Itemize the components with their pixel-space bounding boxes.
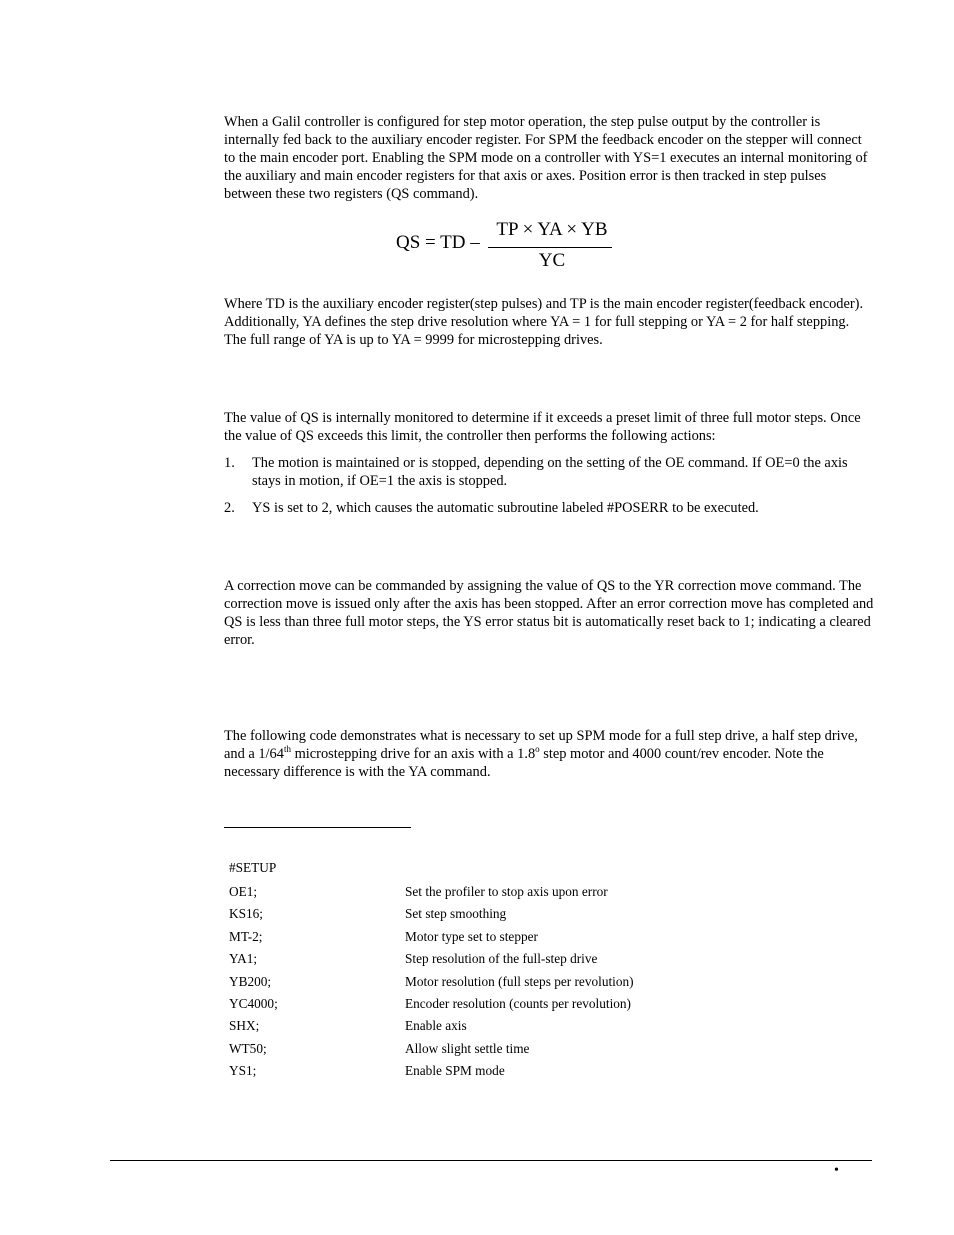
list-item-number: 1. [224,455,235,471]
footer-bullet: • [834,1163,839,1178]
footnote-rule [224,827,411,828]
ordinal-superscript: th [283,744,291,755]
list-item-text: The motion is maintained or is stopped, depending on the setting of the OE command. If OE=0 the axis stays in motion, if OE=1 the axis is stopped. [252,455,848,489]
formula-denominator: YC [538,250,566,271]
formula-lhs: QS = TD – [396,232,480,253]
code-comment: Set the profiler to stop axis upon error [405,884,608,899]
code-comment: Motor resolution (full steps per revolution) [405,974,634,989]
formula-numerator: TP × YA × YB [496,219,608,240]
intro-paragraph: When a Galil controller is configured for step motor operation, the step pulse output by the controller is internally fed back to the auxiliary encoder register. For SPM the feedback encoder on the stepper will connect to the main encoder port. Enabling the SPM mode on a controller with YS=1 executes an internal monitoring of the auxiliary and main encoder registers for that axis or axes. Position error is then tracked in step pulses between these two registers (QS command). [224,114,868,202]
code-command: YA1; [229,951,258,966]
code-comment: Step resolution of the full-step drive [405,951,598,966]
code-comment: Encoder resolution (counts per revolution) [405,996,631,1011]
code-command: KS16; [229,906,263,921]
list-item-text: YS is set to 2, which causes the automatic subroutine labeled #POSERR to be executed. [252,500,759,516]
where-paragraph: Where TD is the auxiliary encoder register(step pulses) and TP is the main encoder register(feedback encoder). Additionally, YA defines the step drive resolution where YA = 1 for full stepping or YA = 2 for half stepping. The full range of YA is up to YA = 9999 for microstepping drives. [224,296,864,348]
list-item-number: 2. [224,500,235,516]
example-text-a: The following code demonstrates what is necessary to set up SPM mode for a full step drive, a half step drive, and a 1/64 [224,728,858,762]
code-comment: Enable axis [405,1018,467,1033]
code-comment: Set step smoothing [405,906,507,921]
example-text-c: step motor and 4000 count/rev encoder. Note the necessary difference is with the YA command. [224,746,824,780]
code-comment: Enable SPM mode [405,1063,505,1078]
code-command: YS1; [229,1063,257,1078]
degree-superscript: o [535,744,540,755]
code-command: YB200; [229,974,272,989]
code-command: SHX; [229,1018,260,1033]
fraction-bar [488,247,612,248]
code-command: WT50; [229,1041,267,1056]
footer-rule [110,1160,872,1161]
code-command: #SETUP [229,860,277,875]
example-text-b: microstepping drive for an axis with a 1.8 [290,746,536,762]
correction-paragraph: A correction move can be commanded by assigning the value of QS to the YR correction move command. The correction move is issued only after the axis has been stopped. After an error correction move has completed and QS is less than three full motor steps, the YS error status bit is automatically reset back to 1; indicating a cleared error. [224,578,874,648]
monitor-paragraph: The value of QS is internally monitored to determine if it exceeds a preset limit of three full motor steps. Once the value of QS exceeds this limit, the controller then performs the following actions: [224,410,861,444]
code-command: OE1; [229,884,258,899]
code-comment: Allow slight settle time [405,1041,530,1056]
code-comment: Motor type set to stepper [405,929,538,944]
example-paragraph [224,727,874,781]
code-command: MT-2; [229,929,263,944]
code-command: YC4000; [229,996,278,1011]
